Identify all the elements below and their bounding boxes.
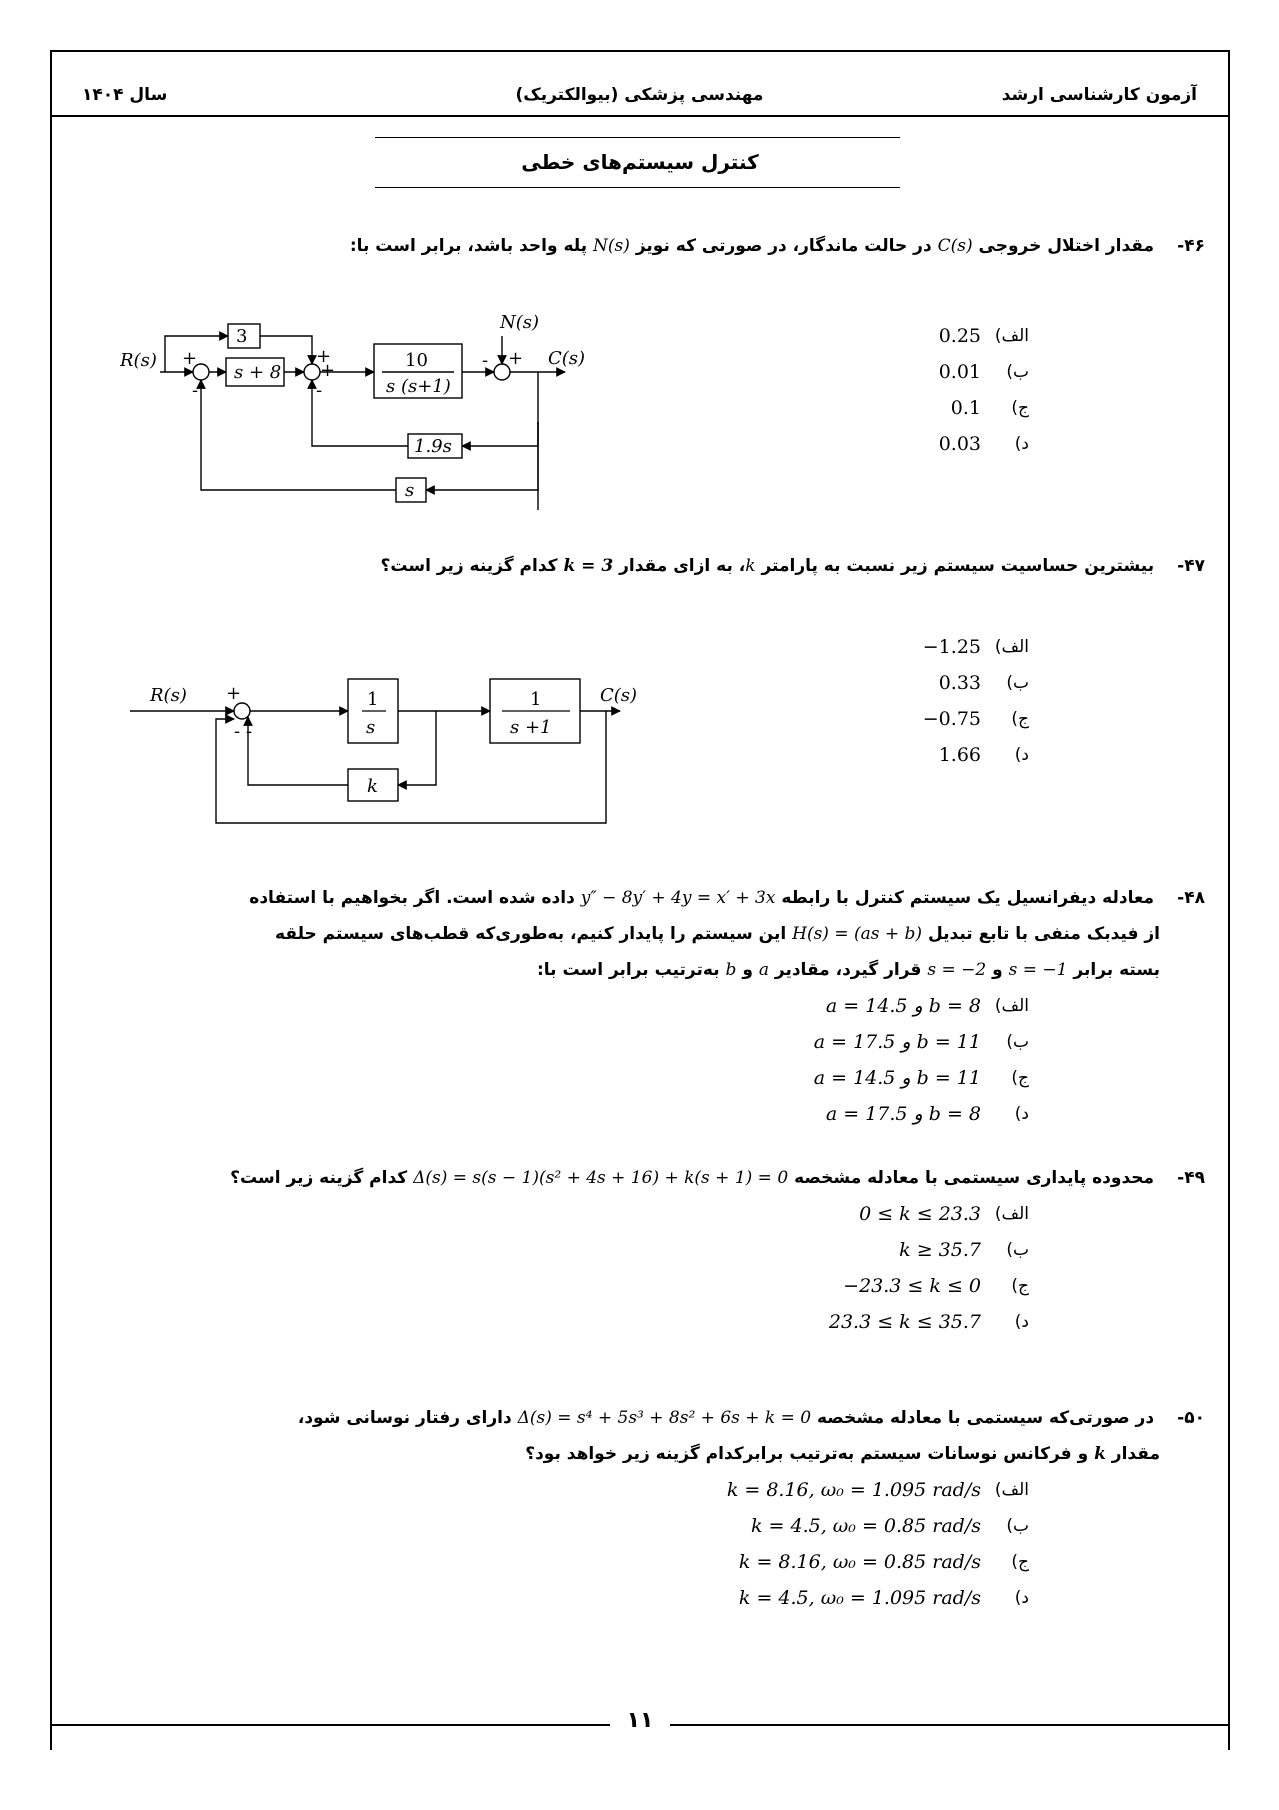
option-b[interactable]: ب) k ≥ 35.7 xyxy=(899,1239,1029,1261)
question-50-options xyxy=(727,1472,1029,1616)
q47-sum-minus-2: - xyxy=(246,721,253,742)
footer-rule-right xyxy=(670,1724,1230,1726)
q46-sum3-minus: - xyxy=(482,350,489,371)
block-diagram-q47 xyxy=(130,665,660,830)
question-number: ۴۹- xyxy=(1177,1168,1205,1188)
question-48-options xyxy=(814,988,1029,1132)
question-46-text: ۴۶- مقدار اختلال خروجی C(s) در حالت ماندگار، در صورتی که نویز N(s) پله واحد باشد، برابر است با: xyxy=(350,228,1205,264)
q47-integrator-num: 1 xyxy=(367,689,379,710)
option-c[interactable]: ج) a = 14.5 و b = 11 xyxy=(813,1067,1029,1089)
question-48-line-2: از فیدبک منفی با تابع تبدیل H(s) = (as + b) این سیستم را پایدار کنیم، به‌طوری‌که قطب‌های سیستم حلقه xyxy=(275,924,1160,944)
option-d[interactable]: د) k = 4.5, ω₀ = 1.095 rad/s xyxy=(738,1587,1029,1609)
q47-output-label: C(s) xyxy=(600,685,638,706)
q46-sum3-plus: + xyxy=(508,348,524,369)
q46-gain-3: 3 xyxy=(236,326,248,347)
q47-integrator-den: s xyxy=(366,717,376,738)
title-rule-top xyxy=(375,137,900,138)
q47-sum-plus: + xyxy=(226,683,242,704)
option-a[interactable]: الف) 0 ≤ k ≤ 23.3 xyxy=(859,1203,1029,1225)
option-b[interactable]: ب) a = 17.5 و b = 11 xyxy=(813,1031,1029,1053)
question-47-text: ۴۷- بیشترین حساسیت سیستم زیر نسبت به پارامتر k، به ازای مقدار k = 3 کدام گزینه زیر است؟ xyxy=(381,548,1205,584)
question-number: ۴۷- xyxy=(1177,556,1205,576)
q47-plant-num: 1 xyxy=(530,689,542,710)
q46-sum2-plus-top: + xyxy=(316,346,332,367)
option-b[interactable]: ب) 0.01 xyxy=(938,361,1029,383)
question-46-options xyxy=(939,318,1029,462)
section-title: کنترل سیستم‌های خطی xyxy=(521,150,759,174)
question-47-options xyxy=(923,629,1029,773)
question-48-line-3: بسته برابر s = −1 و s = −2 قرار گیرد، مقادیر a و b به‌ترتیب برابر است با: xyxy=(537,960,1160,980)
question-49-text: ۴۹- محدوده پایداری سیستمی با معادله مشخصه Δ(s) = s(s − 1)(s² + 4s + 16) + k(s + 1) = 0 کدام گزینه زیر است؟ xyxy=(230,1160,1205,1196)
q46-denominator: s (s+1) xyxy=(386,376,451,397)
q46-sum1-plus: + xyxy=(182,348,198,369)
title-rule-bottom xyxy=(375,187,900,188)
q46-noise-label: N(s) xyxy=(500,312,540,333)
question-50-line-2: مقدار k و فرکانس نوسانات سیستم به‌ترتیب برابرکدام گزینه زیر خواهد بود؟ xyxy=(525,1444,1160,1464)
header-divider xyxy=(50,115,1230,117)
option-a[interactable]: الف) a = 14.5 و b = 8 xyxy=(825,995,1029,1017)
option-b[interactable]: ب) 0.33 xyxy=(938,672,1029,694)
question-50-line-1: ۵۰- در صورتی‌که سیستمی با معادله مشخصه Δ(s) = s⁴ + 5s³ + 8s² + 6s + k = 0 دارای رفتار نوسانی شود، xyxy=(298,1400,1205,1436)
q46-sum2-minus: - xyxy=(316,380,323,401)
option-d[interactable]: د) 1.66 xyxy=(938,744,1029,766)
q46-input-label: R(s) xyxy=(120,350,157,371)
question-48-line-1: ۴۸- معادله دیفرانسیل یک سیستم کنترل با رابطه y″ − 8y′ + 4y = x′ + 3x داده شده است. اگر بخواهیم با استفاده xyxy=(249,880,1205,916)
question-number: ۵۰- xyxy=(1177,1408,1205,1428)
option-b[interactable]: ب) k = 4.5, ω₀ = 0.85 rad/s xyxy=(751,1515,1029,1537)
question-number: ۴۶- xyxy=(1177,236,1205,256)
footer-rule-left xyxy=(50,1724,610,1726)
q47-sum-minus-1: - xyxy=(234,721,241,742)
page-number: ۱۱ xyxy=(626,1708,654,1733)
question-number: ۴۸- xyxy=(1177,888,1205,908)
q47-block-k: k xyxy=(367,776,378,797)
option-c[interactable]: ج) k = 8.16, ω₀ = 0.85 rad/s xyxy=(738,1551,1029,1573)
option-a[interactable]: الف) k = 8.16, ω₀ = 1.095 rad/s xyxy=(726,1479,1029,1501)
option-d[interactable]: د) 0.03 xyxy=(938,433,1029,455)
q46-output-label: C(s) xyxy=(548,348,586,369)
option-a[interactable]: الف) 0.25 xyxy=(938,325,1029,347)
q46-block-s-plus-8: s + 8 xyxy=(234,362,282,383)
q46-sum1-minus: - xyxy=(192,380,199,401)
q46-sum2-plus: + xyxy=(320,360,336,381)
header-exam-type: آزمون کارشناسی ارشد xyxy=(1001,85,1197,105)
option-a[interactable]: الف) −1.25 xyxy=(922,636,1029,658)
option-d[interactable]: د) a = 17.5 و b = 8 xyxy=(825,1103,1029,1125)
q47-input-label: R(s) xyxy=(150,685,187,706)
q46-numerator: 10 xyxy=(405,350,428,371)
question-49-options xyxy=(829,1196,1029,1340)
q46-block-1-9s: 1.9s xyxy=(414,436,452,457)
q46-block-s: s xyxy=(405,480,415,501)
header-subject: مهندسی پزشکی (بیوالکتریک) xyxy=(515,85,764,105)
header-year: سال ۱۴۰۴ xyxy=(82,85,168,105)
option-c[interactable]: ج) −0.75 xyxy=(922,708,1029,730)
option-c[interactable]: ج) 0.1 xyxy=(950,397,1029,419)
q47-plant-den: s +1 xyxy=(510,717,552,738)
option-d[interactable]: د) 23.3 ≤ k ≤ 35.7 xyxy=(828,1311,1029,1333)
option-c[interactable]: ج) −23.3 ≤ k ≤ 0 xyxy=(843,1275,1029,1297)
block-diagram-q46-labels xyxy=(120,300,680,510)
